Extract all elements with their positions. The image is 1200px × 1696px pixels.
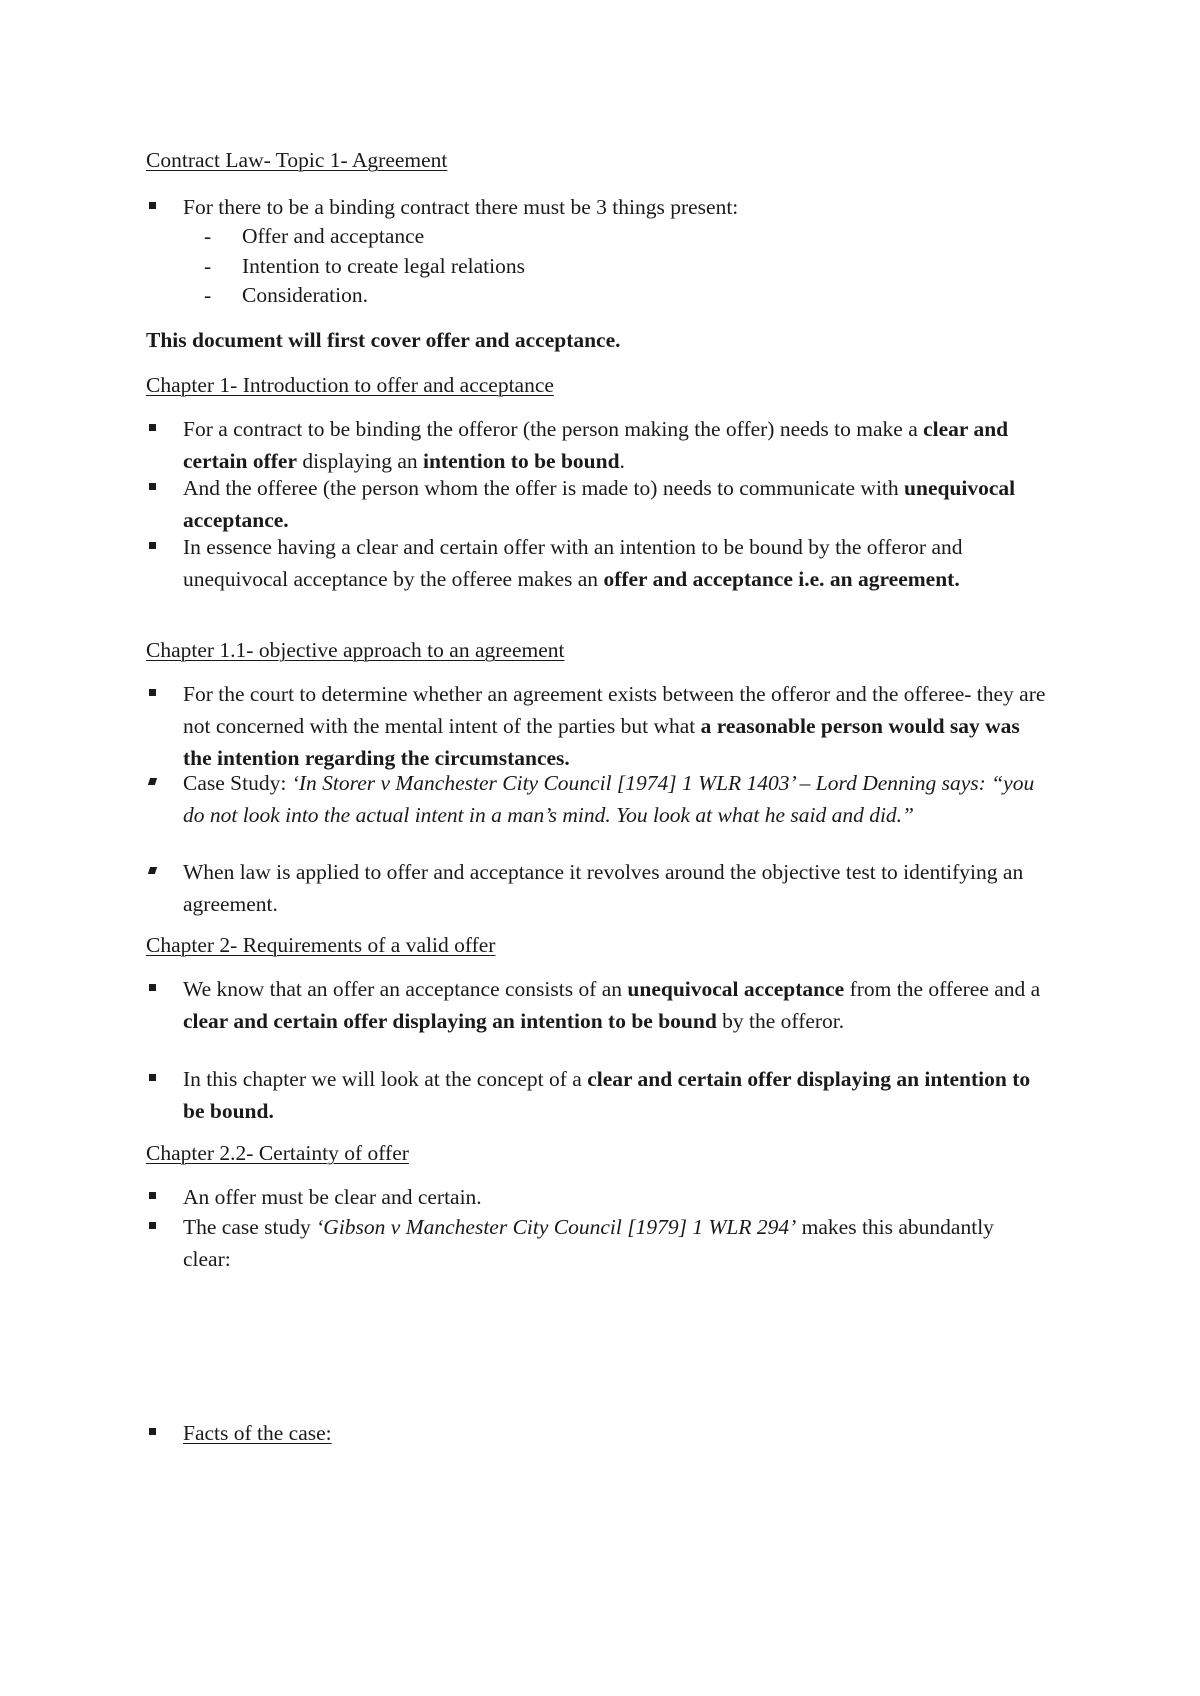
dash-icon: - — [204, 283, 212, 307]
bullet-icon — [149, 413, 163, 445]
sub-list-item — [204, 250, 1004, 282]
bullet-icon — [149, 973, 163, 1005]
list-item — [146, 531, 1046, 595]
chapter-heading: Chapter 1- Introduction to offer and acceptance — [146, 373, 554, 397]
list-item-text: We know that an offer an acceptance consists of an unequivocal acceptance from the offeree and a clear and certain offer displaying an intention to be bound by the offeror. — [183, 977, 1041, 1033]
bullet-icon — [149, 1181, 163, 1213]
bullet-icon — [149, 1063, 163, 1095]
bullet-icon — [149, 531, 163, 563]
list-item-text: The case study ‘Gibson v Manchester City Council [1979] 1 WLR 294’ makes this abundantly clear: — [183, 1215, 994, 1271]
dash-icon: - — [204, 254, 212, 278]
list-item-text: For a contract to be binding the offeror (the person making the offer) needs to make a clear and certain offer displaying an intention to be bound. — [183, 417, 1009, 473]
bullet-icon — [149, 678, 163, 710]
facts-heading: Facts of the case: — [183, 1421, 332, 1445]
list-item — [146, 191, 1046, 223]
list-item — [146, 1181, 1046, 1213]
list-item — [146, 1417, 1046, 1449]
chapter-heading: Chapter 2.2- Certainty of offer — [146, 1141, 409, 1165]
bullet-icon — [149, 191, 163, 223]
sub-list-item-text: Consideration. — [242, 283, 368, 307]
sub-list-item — [204, 279, 1004, 311]
dash-icon: - — [204, 224, 212, 248]
sub-list-item-text: Offer and acceptance — [242, 224, 425, 248]
list-item-text: For the court to determine whether an agreement exists between the offeror and the offeree- they are not concerned with the mental intent of the parties but what a reasonable person would say was the intention regarding the circumstances. — [183, 682, 1046, 770]
bullet-icon — [149, 472, 163, 504]
sub-list-item — [204, 220, 1004, 252]
list-item-text: For there to be a binding contract there must be 3 things present: — [183, 195, 739, 219]
bold-note: This document will first cover offer and acceptance. — [146, 328, 621, 352]
bullet-icon — [149, 767, 163, 799]
list-item — [146, 413, 1046, 477]
bullet-icon — [149, 1417, 163, 1449]
list-item-text: And the offeree (the person whom the offer is made to) needs to communicate with unequivocal acceptance. — [183, 476, 1016, 532]
list-item-text: When law is applied to offer and acceptance it revolves around the objective test to identifying an agreement. — [183, 860, 1024, 916]
list-item — [146, 973, 1046, 1037]
list-item-text: Case Study: ‘In Storer v Manchester City Council [1974] 1 WLR 1403’ – Lord Denning says: “you do not look into the actual intent in a man’s mind. You look at what he said and did.” — [183, 771, 1035, 827]
list-item — [146, 678, 1046, 774]
list-item — [146, 1063, 1046, 1127]
list-item — [146, 472, 1046, 536]
list-item-text: An offer must be clear and certain. — [183, 1185, 482, 1209]
list-item — [146, 767, 1046, 831]
list-item — [146, 1211, 1046, 1275]
list-item-text: In essence having a clear and certain offer with an intention to be bound by the offeror and unequivocal acceptance by the offeree makes an offer and acceptance i.e. an agreement. — [183, 535, 963, 591]
chapter-heading: Chapter 2- Requirements of a valid offer — [146, 933, 496, 957]
bullet-icon — [149, 1211, 163, 1243]
document-title: Contract Law- Topic 1- Agreement — [146, 148, 448, 172]
bullet-icon — [149, 856, 163, 888]
list-item — [146, 856, 1046, 920]
sub-list-item-text: Intention to create legal relations — [242, 254, 525, 278]
chapter-heading: Chapter 1.1- objective approach to an agreement — [146, 638, 565, 662]
list-item-text: In this chapter we will look at the concept of a clear and certain offer displaying an intention to be bound. — [183, 1067, 1031, 1123]
